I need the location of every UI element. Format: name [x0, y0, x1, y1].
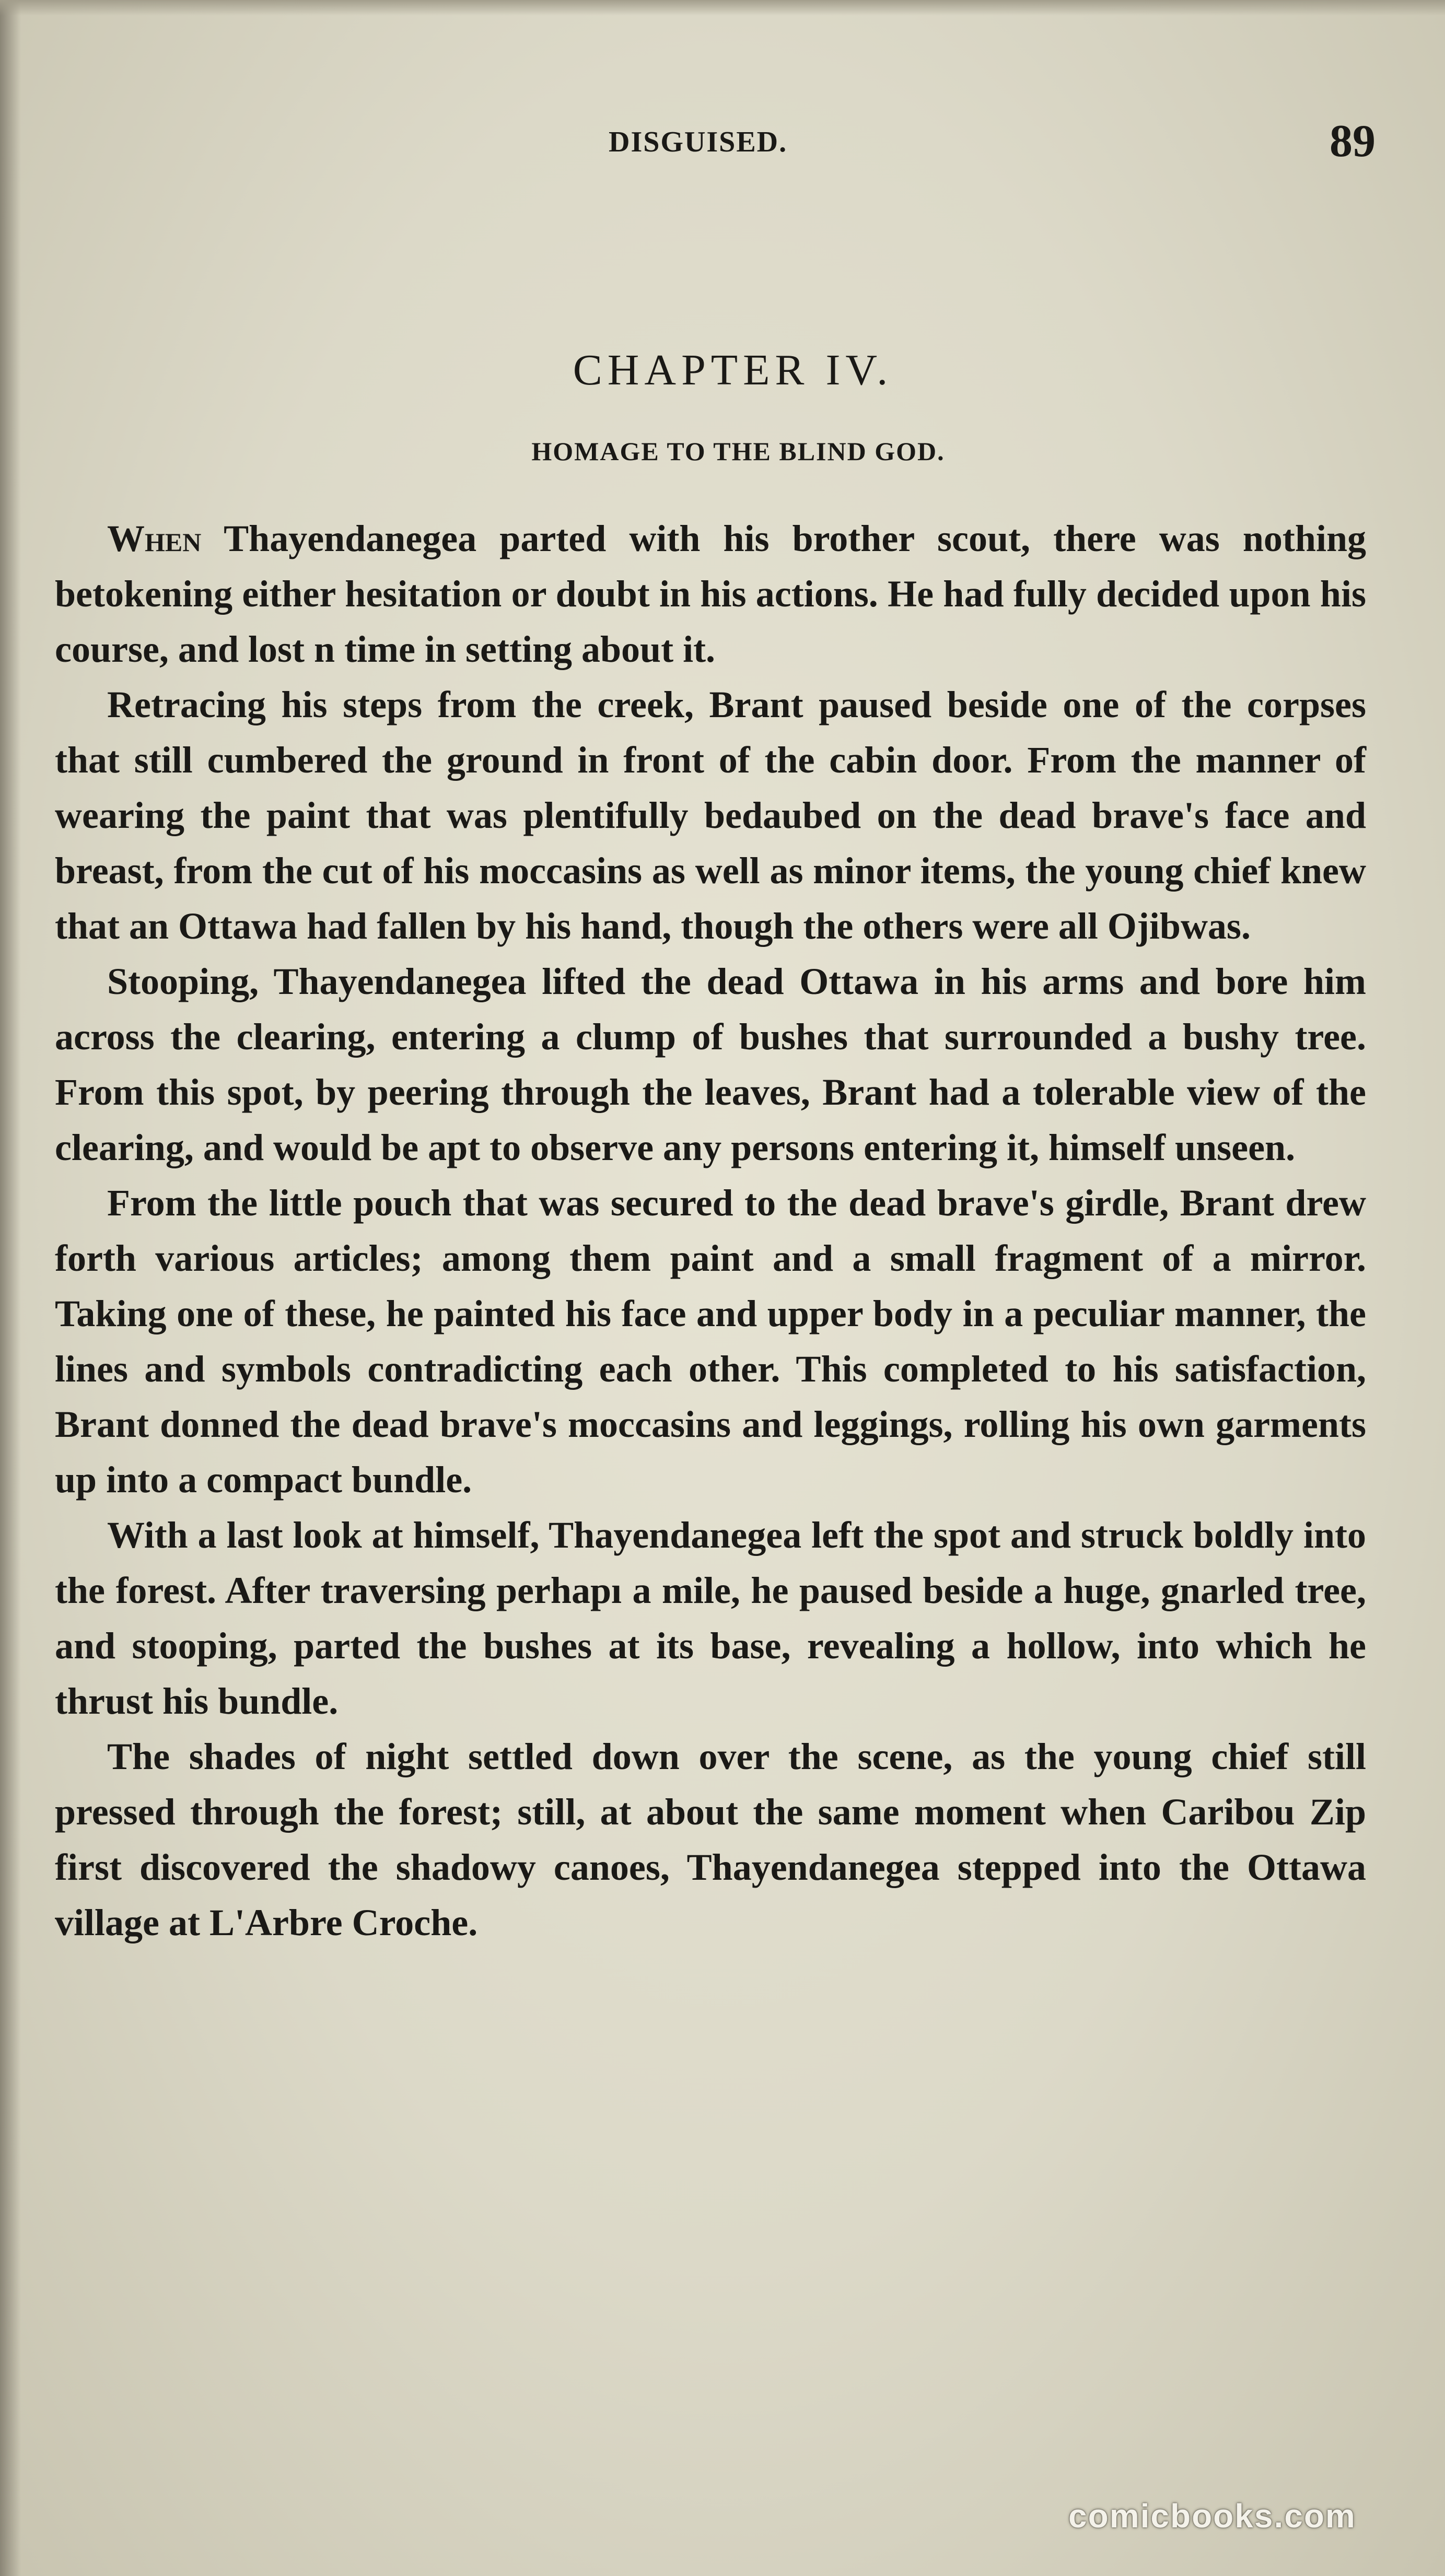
paragraph — [55, 954, 1366, 1175]
chapter-title: CHAPTER IV. — [573, 346, 893, 394]
paragraph — [55, 511, 1366, 677]
paragraph — [55, 1175, 1366, 1507]
chapter-subtitle: HOMAGE TO THE BLIND GOD. — [531, 437, 945, 466]
paragraph-text: Thayendanegea parted with his brother scout, there was nothing betokening either hesitation or doubt in his actions. He had fully decided upon his course, and lost n time in setting about it. — [55, 518, 1366, 670]
paragraph — [55, 677, 1366, 954]
page-top-shadow — [0, 0, 1445, 16]
running-head — [0, 110, 1445, 172]
running-title: DISGUISED. — [609, 126, 788, 158]
watermark: comicbooks.com — [1068, 2497, 1356, 2535]
page-number: 89 — [1330, 116, 1376, 167]
paragraph-text: Retracing his steps from the creek, Brant paused beside one of the corpses that still cumbered the ground in front of the cabin door. From the manner of wearing the paint that was plentifully bedaubed on the dead brave's face and breast, from the cut of his moccasins as well as minor items, the young chief knew that an Ottawa had fallen by his hand, though the others were all Ojibwas. — [55, 684, 1366, 947]
paragraph — [55, 1729, 1366, 1950]
paragraph-text: With a last look at himself, Thayendanegea left the spot and struck boldly into the forest. After traversing perhapı a mile, he paused beside a huge, gnarled tree, and stooping, parted the bushes at its base, revealing a hollow, into which he thrust his bundle. — [55, 1514, 1366, 1722]
body-text — [55, 511, 1366, 1950]
paragraph-text: From the little pouch that was secured to the dead brave's girdle, Brant drew forth various articles; among them paint and a small fragment of a mirror. Taking one of these, he painted his face and upper body in a peculiar manner, the lines and symbols contradicting each other. This completed to his satisfaction, Brant donned the dead brave's moccasins and leggings, rolling his own garments up into a compact bundle. — [55, 1182, 1366, 1501]
paragraph-text: Stooping, Thayendanegea lifted the dead Ottawa in his arms and bore him across the clearing, entering a clump of bushes that surrounded a bushy tree. From this spot, by peering through the leaves, Brant had a tolerable view of the clearing, and would be apt to observe any persons entering it, himself unseen. — [55, 961, 1366, 1168]
paragraph — [55, 1507, 1366, 1729]
paragraph-lead: When — [107, 518, 202, 559]
paragraph-text: The shades of night settled down over the scene, as the young chief still pressed through the forest; still, at about the same moment when Caribou Zip first discovered the shadowy canoes, Thayendanegea stepped into the Ottawa village at L'Arbre Croche. — [55, 1736, 1366, 1943]
